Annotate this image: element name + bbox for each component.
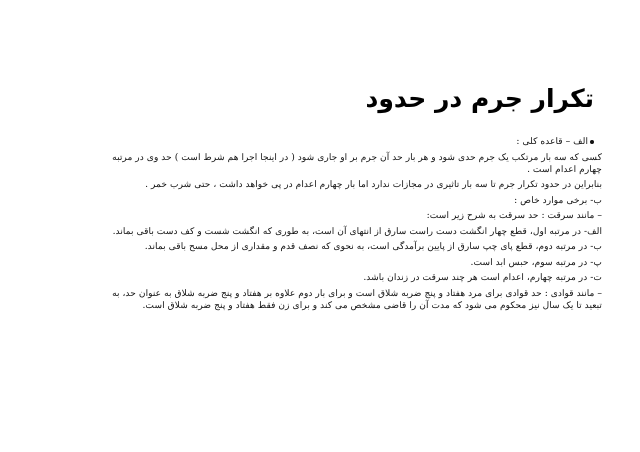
theft-fourth-offense: ت- در مرتبه چهارم، اعدام است هر چند سرقت در زندان باشد. [363,272,602,283]
pandering-line-1: – مانند قوادی : حد قوادی برای مرد هفتاد و پنج ضربه شلاق است و برای بار دوم علاوه بر هفتاد و پنج ضربه شلاق به عنوان حد، به [112,287,602,299]
pandering-line-2: تبعید تا یک سال نیز محکوم می شود که مدت آن را قاضی مشخص می کند و برای زن فقط هفتاد و پنج ضربه شلاق است. [142,299,602,311]
theft-first-offense: الف- در مرتبه اول، قطع چهار انگشت دست راست سارق از انتهای آن است، به طوری که انگشت شست و کف دست باقی بماند. [112,225,602,237]
theft-third-offense: پ- در مرتبه سوم، حبس ابد است. [470,256,602,268]
rule-text-line-2: چهارم اعدام است . [527,163,602,175]
slide-title: تکرار جرم در حدود [365,84,594,113]
bullet-general-rule [44,136,602,147]
theft-second-offense: ب- در مرتبه دوم، قطع پای چپ سارق از پایین برآمدگی است، به نحوی که نصف قدم و مقداری از محل مسح باقی بماند. [144,241,602,252]
general-rule-heading: الف – قاعده کلی : [516,136,588,147]
consequence-text: بنابراین در حدود تکرار جرم تا سه بار تاثیری در مجازات ندارد اما بار چهارم اعدام در پی خواهد داشت ، حتی شرب خمر . [145,179,602,190]
slide-body [44,136,602,315]
bullet-dot-icon [590,140,594,144]
special-cases-heading: ب- برخی موارد خاص : [514,194,602,206]
theft-heading: – مانند سرقت : حد سرقت به شرح زیر است: [426,210,602,221]
rule-text-line-1: کسی که سه بار مرتکب یک جرم حدی شود و هر بار حد آن جرم بر او جاری شود ( در اینجا اجرا هم شرط است ) حد وی در مرتبه [112,151,602,163]
